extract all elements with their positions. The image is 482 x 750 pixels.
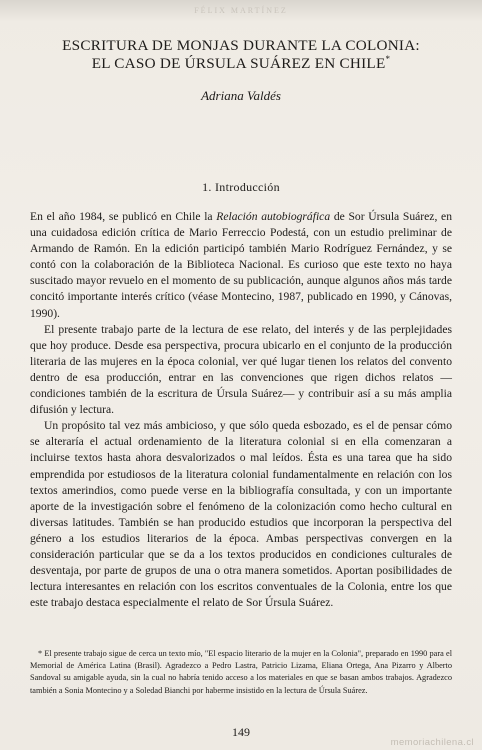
article-title [20, 37, 462, 73]
section-heading: 1. Introducción [202, 180, 280, 194]
page-top-edge [0, 0, 482, 22]
watermark: memoriachilena.cl [390, 737, 474, 748]
title-footnote-mark: * [385, 53, 391, 64]
book-title-italic: Relación autobiográfica [216, 210, 331, 223]
page-number: 149 [232, 725, 250, 739]
running-header-bleed: FÉLIX MARTÍNEZ [194, 6, 288, 15]
author-name: Adriana Valdés [201, 88, 281, 103]
paragraph-1: En el año 1984, se publicó en Chile la Relación autobiográfica de Sor Úrsula Suárez, en una cuidadosa edición crítica de Mario Ferreccio Podestá, con un estudio preliminar de Armando de Ramón. En la edición participó también Mario Rodríguez Fernández, y se contó con la colaboración de la Biblioteca Nacional. Es curioso que este texto no haya suscitado mayor revuelo en el momento de su publicación, aunque algunos años más tarde concitó importante interés crítico (véase Montecino, 1987, publicado en 1990, y Cánovas, 1990). [30, 210, 452, 320]
footnote-text: * El presente trabajo sigue de cerca un texto mío, "El espacio literario de la mujer en la Colonia", preparado en 1990 para el Memorial de América Latina (Brasil). Agradezco a Pedro Lastra, Patricio Lizama, Eliana Ortega, Ana Pizarro y Alberto Sandoval su amigable ayuda, sin la cual no habría tenido acceso a los materiales en que se basan ambos trabajos. Agradezco también a Sonia Montecino y a Soledad Bianchi por haberme insistido en la lectura de Úrsula Suárez. [30, 649, 452, 695]
title-line-2: EL CASO DE ÚRSULA SUÁREZ EN CHILE [91, 55, 386, 72]
body-text [30, 209, 452, 611]
paragraph-3: Un propósito tal vez más ambicioso, y que sólo queda esbozado, es el de pensar cómo se alteraría el actual ordenamiento de la literatura colonial si en ella comenzaran a incluirse textos hasta ahora desvalorizados o mal leídos. Ésta es una tarea que ha sido emprendida por estudiosos de la literatura colonial fundamentalmente en relación con los textos amerindios, como puede verse en la bibliografía consultada, y con un importante aporte de la investigación sobre el fenómeno de la colonización como hecho cultural en diversas latitudes. También se han producido estudios que incorporan la perspectiva del género a los estudios literarios de la época. Ambas perspectivas convergen en la consideración particular que se da a los textos producidos en condiciones culturales de desventaja, por parte de grupos de una o otra manera sometidos. Aportan posibilidades de lectura interesantes en relación con los escritos conventuales de la Colonia, entre los que este trabajo destaca especialmente el relato de Sor Úrsula Suárez. [30, 419, 452, 610]
footnote [30, 648, 452, 697]
paragraph-2: El presente trabajo parte de la lectura de ese relato, del interés y de las perplejidades que hoy produce. Desde esa perspectiva, procura ubicarlo en el conjunto de la producción literaria de las mujeres en la época colonial, ver qué lugar tienen los relatos del convento dentro de esa producción, entrar en las convenciones que rigen dichos relatos —condiciones también de la escritura de Úrsula Suárez— y contribuir así a su más amplia difusión y lectura. [30, 322, 452, 417]
title-line-1: ESCRITURA DE MONJAS DURANTE LA COLONIA: [62, 37, 420, 54]
